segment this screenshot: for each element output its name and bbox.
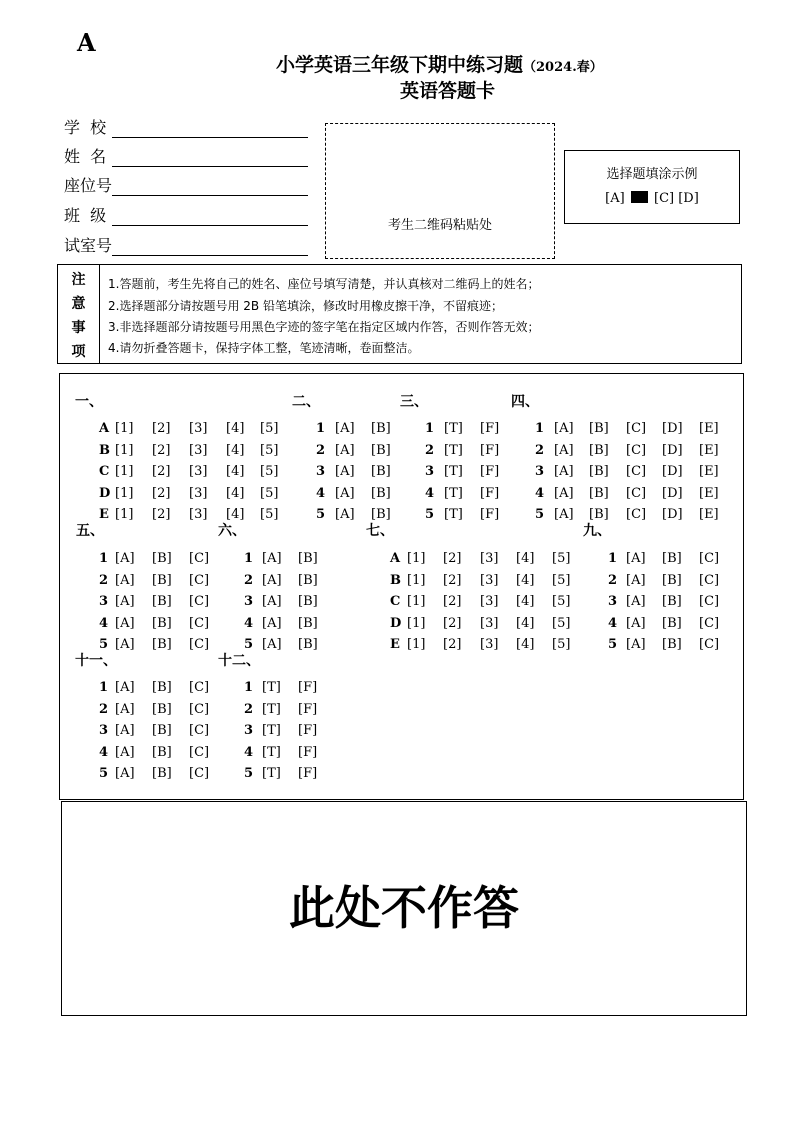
- page-subtitle: 英语答题卡: [400, 80, 496, 102]
- answer-bubble[interactable]: [4]: [226, 464, 245, 480]
- notice-line: 2.选择题部分请按题号用 2B 铅笔填涂，修改时用橡皮擦干净，不留痕迹；: [108, 299, 503, 313]
- answer-bubble[interactable]: [A]: [262, 572, 282, 588]
- answer-bubble[interactable]: [B]: [152, 594, 172, 610]
- answer-bubble[interactable]: [C]: [189, 615, 210, 631]
- answer-bubble[interactable]: [B]: [662, 594, 682, 610]
- answer-bubble[interactable]: [A]: [115, 744, 135, 760]
- question-number: 2: [244, 572, 254, 588]
- answer-bubble[interactable]: [F]: [298, 701, 318, 717]
- question-number: 5: [99, 766, 109, 782]
- answer-bubble[interactable]: [3]: [189, 485, 208, 501]
- info-label-seat: 座位号: [64, 176, 113, 195]
- answer-bubble[interactable]: [A]: [262, 615, 282, 631]
- answer-bubble[interactable]: [B]: [371, 421, 391, 436]
- answer-bubble[interactable]: [C]: [189, 594, 210, 610]
- page-title: [276, 50, 603, 77]
- answer-bubble[interactable]: [A]: [554, 485, 574, 501]
- title-suffix: （2024.春）: [523, 60, 603, 75]
- question-number: 2: [316, 442, 326, 458]
- question-number: 4: [316, 485, 326, 501]
- answer-bubble[interactable]: [4]: [516, 594, 535, 610]
- answer-bubble[interactable]: [3]: [189, 464, 208, 480]
- question-number: D: [390, 615, 402, 631]
- fill-example-opt-a: [A]: [605, 191, 625, 206]
- answer-bubble[interactable]: [2]: [443, 551, 462, 566]
- answer-bubble[interactable]: [B]: [371, 442, 391, 458]
- answer-bubble[interactable]: [A]: [115, 701, 135, 717]
- answer-bubble[interactable]: [B]: [662, 572, 682, 588]
- no-answer-text: 此处不作答: [289, 881, 519, 935]
- answer-bubble[interactable]: [B]: [589, 464, 609, 480]
- question-number: 5: [244, 766, 254, 782]
- answer-bubble[interactable]: [2]: [152, 464, 171, 480]
- question-number: 3: [316, 464, 326, 480]
- info-class-row: [64, 203, 308, 226]
- qr-label: 考生二维码粘贴处: [387, 218, 492, 233]
- answer-bubble[interactable]: [T]: [444, 485, 463, 501]
- answer-bubble[interactable]: [B]: [298, 637, 318, 653]
- answer-bubble[interactable]: [C]: [189, 680, 210, 695]
- question-number: 1: [244, 680, 254, 695]
- answer-bubble[interactable]: [A]: [335, 442, 355, 458]
- answer-bubble[interactable]: [A]: [115, 637, 135, 653]
- answer-bubble[interactable]: [C]: [189, 637, 210, 653]
- answer-bubble[interactable]: [5]: [552, 615, 571, 631]
- question-number: 5: [425, 507, 435, 523]
- answer-bubble[interactable]: [C]: [699, 615, 720, 631]
- answer-bubble[interactable]: [4]: [226, 421, 245, 436]
- answer-bubble[interactable]: [A]: [115, 615, 135, 631]
- answer-bubble[interactable]: [A]: [335, 464, 355, 480]
- answer-bubble[interactable]: [2]: [443, 615, 462, 631]
- question-number: D: [99, 485, 111, 501]
- class-field[interactable]: [112, 211, 308, 226]
- question-number: 5: [99, 637, 109, 653]
- question-number: 4: [608, 615, 618, 631]
- answer-bubble[interactable]: [A]: [335, 507, 355, 523]
- answer-bubble[interactable]: [5]: [552, 637, 571, 653]
- answer-bubble[interactable]: [5]: [552, 572, 571, 588]
- question-number: 3: [535, 464, 545, 480]
- info-seat-row: [64, 173, 308, 196]
- answer-bubble[interactable]: [4]: [516, 551, 535, 566]
- fill-example-box: [564, 150, 740, 224]
- answer-bubble[interactable]: [B]: [152, 572, 172, 588]
- answer-bubble[interactable]: [5]: [260, 507, 279, 523]
- answer-bubble[interactable]: [A]: [115, 551, 135, 566]
- no-answer-area: [61, 801, 747, 1016]
- section-title: 五、: [76, 523, 104, 539]
- answer-bubble[interactable]: [4]: [516, 637, 535, 653]
- answer-bubble[interactable]: [C]: [699, 572, 720, 588]
- answer-bubble[interactable]: [D]: [662, 421, 683, 436]
- answer-bubble[interactable]: [1]: [115, 442, 134, 458]
- answer-bubble[interactable]: [1]: [407, 594, 426, 610]
- answer-bubble[interactable]: [T]: [262, 680, 281, 695]
- answer-bubble[interactable]: [B]: [662, 615, 682, 631]
- answer-bubble[interactable]: [B]: [152, 615, 172, 631]
- question-number: 1: [99, 680, 109, 695]
- section-title: 一、: [75, 394, 103, 410]
- answer-bubble[interactable]: [C]: [626, 442, 647, 458]
- answer-bubble[interactable]: [1]: [115, 421, 134, 436]
- answer-bubble[interactable]: [1]: [407, 551, 426, 566]
- answer-bubble[interactable]: [1]: [407, 637, 426, 653]
- answer-bubble[interactable]: [C]: [626, 507, 647, 523]
- answer-bubble[interactable]: [5]: [260, 464, 279, 480]
- question-number: 4: [425, 485, 435, 501]
- answer-bubble[interactable]: [4]: [516, 572, 535, 588]
- answer-bubble[interactable]: [4]: [226, 507, 245, 523]
- fill-example-opt-c: [C]: [654, 191, 675, 206]
- section-title: 十二、: [218, 653, 260, 669]
- version-label: A: [77, 28, 96, 57]
- answer-bubble[interactable]: [B]: [371, 507, 391, 523]
- question-number: 2: [425, 442, 435, 458]
- answer-bubble[interactable]: [B]: [152, 680, 172, 695]
- answer-bubble[interactable]: [C]: [189, 766, 210, 782]
- answer-bubble[interactable]: [E]: [699, 464, 719, 480]
- answer-bubble[interactable]: [T]: [262, 744, 281, 760]
- answer-bubble[interactable]: [F]: [480, 421, 500, 436]
- answer-bubble[interactable]: [A]: [554, 421, 574, 436]
- question-number: A: [390, 551, 401, 566]
- answer-bubble[interactable]: [2]: [152, 507, 171, 523]
- answer-bubble[interactable]: [A]: [262, 637, 282, 653]
- info-school-row: [64, 115, 308, 138]
- answer-bubble[interactable]: [D]: [662, 464, 683, 480]
- answer-bubble[interactable]: [F]: [298, 680, 318, 695]
- question-number: 4: [99, 615, 109, 631]
- answer-bubble[interactable]: [4]: [226, 485, 245, 501]
- answer-bubble[interactable]: [A]: [115, 594, 135, 610]
- answer-bubble[interactable]: [B]: [298, 572, 318, 588]
- qr-code-area: [325, 123, 555, 259]
- title-main: 小学英语三年级下期中练习题: [276, 54, 524, 76]
- answer-bubble[interactable]: [5]: [260, 442, 279, 458]
- answer-bubble[interactable]: [T]: [262, 723, 281, 739]
- answer-bubble[interactable]: [3]: [189, 421, 208, 436]
- answer-bubble[interactable]: [1]: [115, 464, 134, 480]
- notice-heading-char: 注: [71, 272, 86, 288]
- answer-bubble[interactable]: [E]: [699, 421, 719, 436]
- question-number: 3: [99, 594, 109, 610]
- section-title: 三、: [400, 394, 428, 410]
- answer-bubble[interactable]: [E]: [699, 442, 719, 458]
- question-number: 5: [316, 507, 326, 523]
- question-number: 2: [99, 701, 109, 717]
- notice-line: 4.请勿折叠答题卡，保持字体工整，笔迹清晰，卷面整洁。: [108, 341, 420, 355]
- question-number: C: [99, 464, 110, 480]
- question-number: 3: [608, 594, 618, 610]
- answer-bubble[interactable]: [T]: [444, 464, 463, 480]
- answer-bubble[interactable]: [C]: [189, 572, 210, 588]
- answer-bubble[interactable]: [B]: [152, 637, 172, 653]
- info-room-row: [64, 233, 308, 256]
- question-number: 3: [425, 464, 435, 480]
- answer-bubble[interactable]: [5]: [552, 551, 571, 566]
- answer-bubble[interactable]: [2]: [443, 594, 462, 610]
- answer-bubble[interactable]: [2]: [443, 572, 462, 588]
- answer-bubble[interactable]: [D]: [662, 485, 683, 501]
- answer-bubble[interactable]: [1]: [115, 507, 134, 523]
- question-number: B: [99, 442, 110, 458]
- answer-bubble[interactable]: [C]: [626, 421, 647, 436]
- question-number: 3: [99, 723, 109, 739]
- question-number: 2: [244, 701, 254, 717]
- answer-bubble[interactable]: [B]: [298, 615, 318, 631]
- answer-bubble[interactable]: [3]: [480, 572, 499, 588]
- answer-bubble[interactable]: [A]: [626, 637, 646, 653]
- answer-bubble[interactable]: [3]: [480, 594, 499, 610]
- answer-bubble[interactable]: [B]: [589, 507, 609, 523]
- answer-bubble[interactable]: [B]: [152, 701, 172, 717]
- answer-bubble[interactable]: [5]: [552, 594, 571, 610]
- info-name-row: [64, 144, 308, 167]
- answer-bubble[interactable]: [C]: [189, 744, 210, 760]
- seat-field[interactable]: [112, 181, 308, 196]
- notice-heading: [58, 265, 100, 363]
- answer-bubble[interactable]: [4]: [226, 442, 245, 458]
- question-number: 4: [244, 744, 254, 760]
- answer-bubble[interactable]: [F]: [298, 766, 318, 782]
- answer-bubble[interactable]: [B]: [298, 594, 318, 610]
- answer-bubble[interactable]: [2]: [443, 637, 462, 653]
- question-number: 1: [535, 421, 545, 436]
- answer-bubble[interactable]: [3]: [480, 551, 499, 566]
- answer-bubble[interactable]: [2]: [152, 421, 171, 436]
- question-number: 4: [535, 485, 545, 501]
- notice-box: [57, 264, 742, 364]
- answer-bubble[interactable]: [1]: [115, 485, 134, 501]
- answer-bubble[interactable]: [A]: [335, 421, 355, 436]
- answer-bubble[interactable]: [T]: [444, 421, 463, 436]
- answer-bubble[interactable]: [3]: [480, 615, 499, 631]
- answer-bubble[interactable]: [B]: [152, 551, 172, 566]
- answer-bubble[interactable]: [C]: [189, 723, 210, 739]
- answer-bubble[interactable]: [B]: [371, 464, 391, 480]
- question-number: 4: [244, 615, 254, 631]
- info-label-room: 试室号: [64, 236, 113, 255]
- answer-bubble[interactable]: [A]: [626, 572, 646, 588]
- question-number: 5: [608, 637, 618, 653]
- question-number: A: [99, 421, 110, 436]
- answer-bubble[interactable]: [D]: [662, 507, 683, 523]
- answer-bubble[interactable]: [A]: [115, 723, 135, 739]
- question-number: B: [390, 572, 401, 588]
- answer-bubble[interactable]: [E]: [699, 485, 719, 501]
- question-number: 1: [425, 421, 435, 436]
- answer-bubble[interactable]: [B]: [662, 551, 682, 566]
- answer-bubble[interactable]: [4]: [516, 615, 535, 631]
- name-field[interactable]: [112, 152, 308, 167]
- question-number: E: [390, 637, 400, 653]
- answer-bubble[interactable]: [B]: [152, 766, 172, 782]
- answer-bubble[interactable]: [A]: [626, 615, 646, 631]
- answer-bubble[interactable]: [F]: [298, 723, 318, 739]
- answer-bubble[interactable]: [A]: [335, 485, 355, 501]
- question-number: 2: [99, 572, 109, 588]
- answer-bubble[interactable]: [C]: [699, 551, 720, 566]
- room-field[interactable]: [112, 241, 308, 256]
- answer-bubble[interactable]: [3]: [480, 637, 499, 653]
- question-number: 1: [608, 551, 618, 566]
- answer-bubble[interactable]: [F]: [480, 485, 500, 501]
- question-number: 1: [316, 421, 326, 436]
- section-title: 六、: [218, 523, 246, 539]
- answer-bubble[interactable]: [1]: [407, 572, 426, 588]
- answer-bubble[interactable]: [F]: [480, 464, 500, 480]
- question-number: 1: [244, 551, 254, 566]
- answer-bubble[interactable]: [5]: [260, 421, 279, 436]
- answer-bubble[interactable]: [A]: [262, 594, 282, 610]
- notice-line: 1.答题前，考生先将自己的姓名、座位号填写清楚，并认真核对二维码上的姓名；: [108, 277, 540, 291]
- answer-bubble[interactable]: [B]: [371, 485, 391, 501]
- notice-heading-char: 意: [71, 296, 86, 312]
- answer-bubble[interactable]: [3]: [189, 442, 208, 458]
- answer-bubble[interactable]: [B]: [589, 442, 609, 458]
- answer-bubble[interactable]: [2]: [152, 442, 171, 458]
- answer-bubble[interactable]: [B]: [662, 637, 682, 653]
- answer-bubble[interactable]: [C]: [699, 594, 720, 610]
- answer-bubble[interactable]: [A]: [115, 680, 135, 695]
- answer-bubble[interactable]: [F]: [298, 744, 318, 760]
- section-title: 七、: [366, 523, 394, 539]
- answer-bubble[interactable]: [B]: [152, 744, 172, 760]
- school-field[interactable]: [112, 123, 308, 138]
- question-number: 5: [244, 637, 254, 653]
- question-number: 3: [244, 594, 254, 610]
- answer-bubble[interactable]: [C]: [189, 551, 210, 566]
- fill-example-title: 选择题填涂示例: [606, 167, 698, 182]
- question-number: 1: [99, 551, 109, 566]
- question-number: 5: [535, 507, 545, 523]
- answer-bubble[interactable]: [B]: [298, 551, 318, 566]
- answer-bubble[interactable]: [E]: [699, 507, 719, 523]
- answer-bubble[interactable]: [D]: [662, 442, 683, 458]
- answer-bubble[interactable]: [T]: [262, 766, 281, 782]
- answer-bubble[interactable]: [T]: [444, 442, 463, 458]
- answer-bubble[interactable]: [C]: [626, 464, 647, 480]
- answer-bubble[interactable]: [C]: [626, 485, 647, 501]
- info-label-name: 姓 名: [64, 147, 107, 166]
- question-number: E: [99, 507, 109, 523]
- section-title: 十一、: [75, 653, 117, 669]
- answer-bubble[interactable]: [5]: [260, 485, 279, 501]
- answer-bubble[interactable]: [A]: [554, 442, 574, 458]
- fill-example-options: [565, 191, 739, 206]
- answer-bubble[interactable]: [T]: [444, 507, 463, 523]
- answer-bubble[interactable]: [A]: [554, 464, 574, 480]
- question-number: 2: [608, 572, 618, 588]
- answer-bubble[interactable]: [A]: [554, 507, 574, 523]
- answer-bubble[interactable]: [1]: [407, 615, 426, 631]
- question-number: 2: [535, 442, 545, 458]
- info-label-class: 班 级: [64, 206, 107, 225]
- answer-bubble[interactable]: [A]: [262, 551, 282, 566]
- answer-bubble[interactable]: [B]: [152, 723, 172, 739]
- answer-bubble[interactable]: [F]: [480, 507, 500, 523]
- question-number: C: [390, 594, 401, 610]
- answer-bubble[interactable]: [F]: [480, 442, 500, 458]
- answer-bubble[interactable]: [C]: [699, 637, 720, 653]
- question-number: 3: [244, 723, 254, 739]
- notice-heading-char: 事: [71, 320, 86, 336]
- notice-line: 3.非选择题部分请按题号用黑色字迹的签字笔在指定区域内作答，否则作答无效；: [108, 320, 540, 334]
- answer-bubble[interactable]: [A]: [115, 766, 135, 782]
- answer-bubble[interactable]: [T]: [262, 701, 281, 717]
- answer-bubble[interactable]: [C]: [189, 701, 210, 717]
- answer-bubble[interactable]: [B]: [589, 421, 609, 436]
- info-label-school: 学 校: [64, 118, 107, 137]
- filled-bubble-icon: [631, 191, 648, 203]
- answer-bubble[interactable]: [A]: [626, 551, 646, 566]
- section-title: 四、: [511, 394, 539, 410]
- answer-bubble[interactable]: [A]: [115, 572, 135, 588]
- fill-example-opt-d: [D]: [678, 191, 699, 206]
- answer-bubble[interactable]: [B]: [589, 485, 609, 501]
- answer-bubble[interactable]: [A]: [626, 594, 646, 610]
- section-title: 二、: [292, 394, 320, 410]
- section-title: 九、: [583, 523, 611, 539]
- answer-bubble[interactable]: [2]: [152, 485, 171, 501]
- answer-bubble[interactable]: [3]: [189, 507, 208, 523]
- notice-heading-char: 项: [71, 344, 86, 360]
- question-number: 4: [99, 744, 109, 760]
